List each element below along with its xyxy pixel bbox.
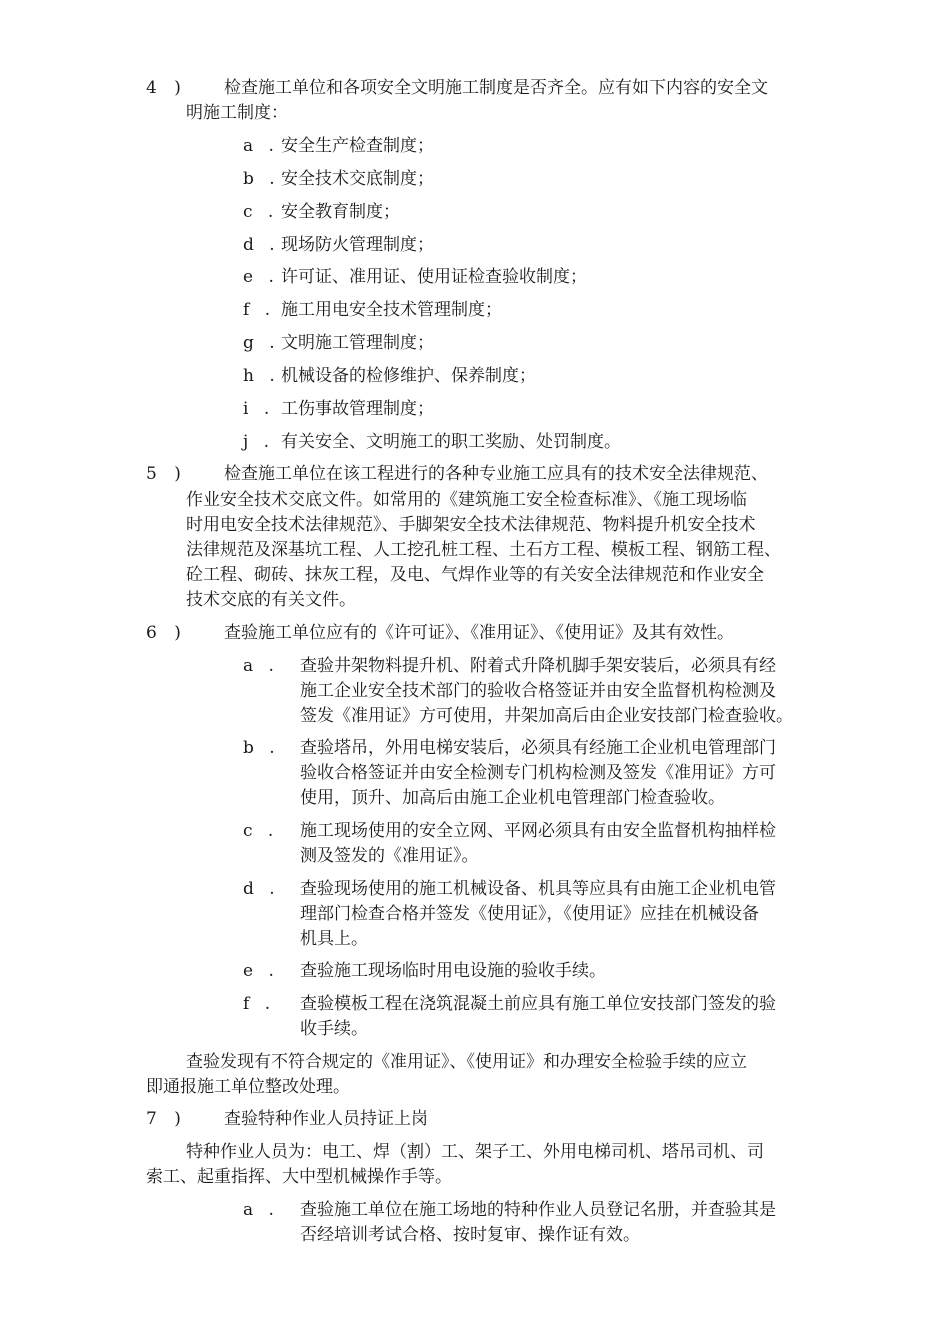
s7-item-a-line-2: 否经培训考试合格、按时复审、操作证有效。 [300, 1225, 640, 1245]
s4-item-g-text: 文明施工管理制度； [281, 333, 434, 353]
section-5-line-1: 检查施工单位在该工程进行的各种专业施工应具有的技术安全法律规范、 [224, 464, 768, 484]
s6-item-d-mark: d . [243, 879, 280, 899]
s4-item-d-mark: d . [243, 235, 280, 255]
s6-item-a-mark: a . [243, 656, 279, 676]
s6-item-a-line-2: 施工企业安全技术部门的验收合格签证并由安全监督机构检测及 [300, 681, 776, 701]
s4-item-a-text: 安全生产检查制度； [281, 136, 434, 156]
s4-item-d-text: 现场防火管理制度； [281, 235, 434, 255]
section-6-note-line-2: 即通报施工单位整改处理。 [146, 1077, 350, 1097]
s6-item-b-line-2: 验收合格签证并由安全检测专门机构检测及签发《准用证》方可 [300, 763, 776, 783]
section-7-line: 查验特种作业人员持证上岗 [224, 1109, 428, 1129]
s6-item-f-line-1: 查验模板工程在浇筑混凝土前应具有施工单位安技部门签发的验 [300, 994, 776, 1014]
s6-item-e-line-1: 查验施工现场临时用电设施的验收手续。 [300, 961, 606, 981]
s6-item-a-line-1: 查验井架物料提升机、附着式升降机脚手架安装后，必须具有经 [300, 656, 776, 676]
s6-item-e-mark: e . [243, 961, 279, 981]
section-5-line-6: 技术交底的有关文件。 [186, 590, 356, 610]
s4-item-i-mark: i . [243, 399, 275, 419]
s4-item-a-mark: a . [243, 136, 279, 156]
s4-item-b-text: 安全技术交底制度； [281, 169, 434, 189]
s6-item-f-line-2: 收手续。 [300, 1019, 368, 1039]
s4-item-g-mark: g . [243, 333, 280, 353]
s6-item-d-line-3: 机具上。 [300, 929, 368, 949]
section-5-line-2: 作业安全技术交底文件。如常用的《建筑施工安全检查标准》、《施工现场临 [186, 490, 747, 510]
s6-item-b-line-1: 查验塔吊，外用电梯安装后，必须具有经施工企业机电管理部门 [300, 738, 776, 758]
s4-item-b-mark: b . [243, 169, 280, 189]
section-4-number: 4 ) [146, 78, 187, 98]
s6-item-c-line-2: 测及签发的《准用证》。 [300, 846, 479, 866]
section-7-para-line-2: 索工、起重指挥、大中型机械操作手等。 [146, 1167, 452, 1187]
s6-item-c-line-1: 施工现场使用的安全立网、平网必须具有由安全监督机构抽样检 [300, 821, 776, 841]
section-4-line-2: 明施工制度： [186, 103, 288, 123]
s6-item-a-line-3: 签发《准用证》方可使用，井架加高后由企业安技部门检查验收。 [300, 706, 793, 726]
s6-item-b-mark: b . [243, 738, 280, 758]
section-5-line-5: 砼工程、砌砖、抹灰工程，及电、气焊作业等的有关安全法律规范和作业安全 [186, 565, 764, 585]
section-5-line-4: 法律规范及深基坑工程、人工挖孔桩工程、土石方工程、模板工程、钢筋工程、 [186, 540, 781, 560]
s4-item-e-mark: e . [243, 267, 279, 287]
section-5-number: 5 ) [146, 464, 187, 484]
s7-item-a-mark: a . [243, 1200, 279, 1220]
section-4-line-1: 检查施工单位和各项安全文明施工制度是否齐全。应有如下内容的安全文 [224, 78, 768, 98]
section-6-number: 6 ) [146, 623, 187, 643]
s6-item-d-line-2: 理部门检查合格并签发《使用证》，《使用证》应挂在机械设备 [300, 904, 759, 924]
s6-item-f-mark: f . [243, 994, 276, 1014]
s4-item-f-mark: f . [243, 300, 276, 320]
s4-item-c-mark: c . [243, 202, 279, 222]
s4-item-i-text: 工伤事故管理制度； [281, 399, 434, 419]
s6-item-b-line-3: 使用，顶升、加高后由施工企业机电管理部门检查验收。 [300, 788, 725, 808]
section-6-line: 查验施工单位应有的《许可证》、《准用证》、《使用证》及其有效性。 [224, 623, 734, 643]
s4-item-c-text: 安全教育制度； [281, 202, 400, 222]
s4-item-e-text: 许可证、准用证、使用证检查验收制度； [281, 267, 587, 287]
section-6-note-line-1: 查验发现有不符合规定的《准用证》、《使用证》和办理安全检验手续的应立 [186, 1052, 747, 1072]
section-7-para-line-1: 特种作业人员为：电工、焊（割）工、架子工、外用电梯司机、塔吊司机、司 [186, 1142, 764, 1162]
section-5-line-3: 时用电安全技术法律规范》、手脚架安全技术法律规范、物料提升机安全技术 [186, 515, 756, 535]
s7-item-a-line-1: 查验施工单位在施工场地的特种作业人员登记名册，并查验其是 [300, 1200, 776, 1220]
s6-item-d-line-1: 查验现场使用的施工机械设备、机具等应具有由施工企业机电管 [300, 879, 776, 899]
s4-item-f-text: 施工用电安全技术管理制度； [281, 300, 502, 320]
s4-item-h-mark: h . [243, 366, 280, 386]
s4-item-j-mark: j . [243, 432, 275, 452]
s4-item-j-text: 有关安全、文明施工的职工奖励、处罚制度。 [281, 432, 621, 452]
s4-item-h-text: 机械设备的检修维护、保养制度； [281, 366, 536, 386]
s6-item-c-mark: c . [243, 821, 279, 841]
section-7-number: 7 ) [146, 1109, 187, 1129]
